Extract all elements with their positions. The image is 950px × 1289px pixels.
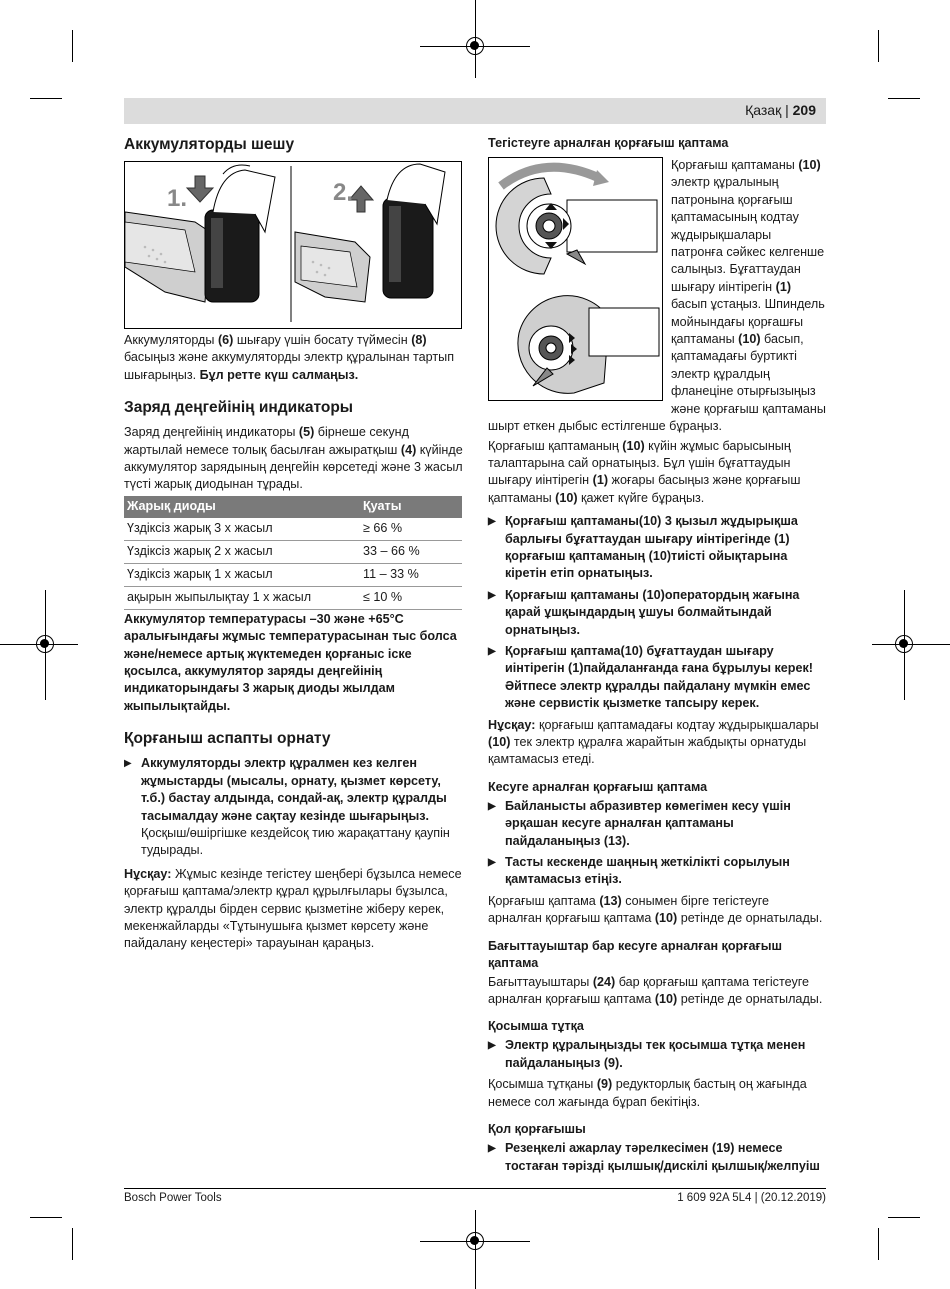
bullet-item — [124, 755, 464, 859]
ref-number: (10) — [654, 911, 678, 926]
section-title-guided-cutting-guard: Бағыттауыштар бар кесуге арналған қорғағыш қаптама — [488, 938, 782, 970]
table-cell: ≥ 66 % — [360, 518, 462, 541]
section-title-grinding-guard: Тегістеуге арналған қорғағыш қаптама — [488, 136, 729, 150]
guided-guard-paragraph — [488, 974, 826, 1009]
text-run: ретінде де орнатылады. — [677, 911, 823, 926]
text-run: Бағыттауыштары — [488, 974, 593, 989]
text-run: редукторлық бастың оң жағында немесе сол жағында бұрап бекітіңіз. — [488, 1077, 807, 1109]
text-run: басып ұстаңыз. Шпиндель мойнындағы қорғашғы қаптаманы — [671, 297, 825, 347]
crop-mark — [878, 1228, 879, 1260]
cutting-guard-paragraph — [488, 893, 826, 928]
battery-removal-illustration — [125, 162, 461, 328]
ref-number: (5) — [298, 425, 315, 440]
text-run: Аккумуляторды — [124, 333, 218, 347]
table-header-row — [124, 496, 462, 518]
table-cell: ақырын жыпылықтау 1 х жасыл — [124, 586, 360, 609]
table-header-capacity: Қуаты — [360, 496, 462, 518]
note-text: Жұмыс кезінде тегістеу шеңбері бұзылса немесе қорғағыш қаптама/электр құрал құрылғылары бұзылса, электр құралды бірден сервис қызметіне жіберу керек, мекенжайларды «Тұтынушыға қызмет көрсету және пайдалану кеңестері» тарауынан қараңыз. — [124, 866, 462, 951]
bullet-text: Қосқыш/өшіргішке кездейсоқ тию жарақаттану қаупін тудырады. — [141, 825, 450, 858]
charge-indicator-paragraph — [124, 424, 464, 494]
text-run: Заряд деңгейінің индикаторы — [124, 425, 299, 440]
guard-position-paragraph — [488, 438, 826, 508]
registration-mark — [466, 37, 484, 55]
ref-number: (4) — [400, 442, 417, 457]
charge-level-table — [124, 496, 462, 610]
aux-handle-paragraph — [488, 1076, 826, 1111]
bullet-item: ▶ Тасты кескенде шаңның жеткілікті сорылуын қамтамасыз етіңіз. — [488, 854, 826, 889]
bullet-item: ▶ Байланысты абразивтер көмегімен кесу үшін әрқашан кесуге арналған қаптаманы пайдаланыңыз (13). — [488, 798, 826, 850]
text-run: басыңыз және аккумуляторды электр құралынан тартып шығарыңыз. — [124, 350, 455, 382]
text-run: сонымен бірге тегістеуге арналған қорғағыш қаптама — [488, 893, 770, 926]
text-run: Қорғағыш қаптаманы — [671, 158, 799, 172]
ref-number: (1) — [592, 473, 609, 488]
text-run: Қорғағыш қаптаманың — [488, 438, 623, 453]
text-run: шығару үшін босату түймесін — [233, 333, 412, 347]
header-language: Қазақ — [745, 102, 782, 118]
text-run: басып, қаптамадағы буртикті электр құралдың фланеціне отырғызыңыз және қорғағыш қаптаманы шырт еткен дыбыс естілгенше бұраңыз. — [488, 332, 826, 434]
section-title-hand-guard: Қол қорғағышы — [488, 1122, 586, 1137]
right-column — [488, 135, 826, 1179]
text-run: бар қорғағыш қаптама тегістеуге арналған қорғағыш қаптама — [488, 974, 810, 1007]
ref-number: (6) — [217, 333, 234, 347]
note-label: Нұсқау: — [488, 717, 536, 732]
note-label: Нұсқау: — [124, 866, 172, 881]
figure-step-1-label: 1. — [167, 185, 188, 212]
crop-mark — [888, 1217, 920, 1218]
ref-number: (8) — [411, 333, 427, 347]
text-run: қорғағыш қаптамадағы кодтау жұдырықшалары — [535, 717, 819, 732]
crop-mark — [30, 98, 62, 99]
ref-number: (10) — [622, 438, 645, 453]
text-run: Қосымша тұтқаны — [488, 1077, 597, 1092]
section-title-charge-indicator: Заряд деңгейінің индикаторы — [124, 399, 354, 417]
text-run: тек электр құралға жарайтын жабдықты орнатуды қамтамасыз етеді. — [488, 735, 807, 767]
emphasis-text: Бұл ретте күш салмаңыз. — [199, 367, 359, 382]
ref-number: (9) — [596, 1077, 613, 1092]
section-title-guard-install: Қорғаныш аспапты орнату — [124, 730, 331, 748]
crop-mark — [30, 1217, 62, 1218]
battery-removal-paragraph — [124, 332, 464, 384]
figure-step-2-label: 2. — [333, 179, 354, 206]
registration-mark — [895, 635, 913, 653]
bullet-item: ▶ Қорғағыш қаптама(10) бұғаттаудан шығару иінтірегін (1)пайдаланғанда ғана бұрылуы керек! Әйтпесе электр құралды пайдалану мүмкін емес және сервистік қызметке тапсыру керек. — [488, 643, 826, 713]
text-run: Қорғағыш қаптама — [488, 893, 600, 908]
table-cell: ≤ 10 % — [360, 586, 462, 609]
battery-removal-figure — [124, 161, 462, 329]
guard-illustration — [489, 158, 662, 400]
table-row — [124, 586, 462, 609]
text-run: қажет күйге бұраңыз. — [577, 490, 705, 505]
section-title-cutting-guard: Кесуге арналған қорғағыш қаптама — [488, 779, 708, 794]
text-run: ретінде де орнатылады. — [677, 992, 823, 1007]
page-header — [124, 98, 826, 124]
ref-number: (24) — [592, 974, 616, 989]
table-cell: Үздіксіз жарық 1 х жасыл — [124, 563, 360, 586]
ref-number: (10) — [738, 332, 761, 347]
crop-mark — [888, 98, 920, 99]
ref-number: (1) — [775, 279, 792, 294]
note-paragraph — [488, 717, 826, 769]
table-cell: Үздіксіз жарық 3 х жасыл — [124, 518, 360, 541]
note-paragraph — [124, 866, 464, 953]
bullet-bold-text: Аккумуляторды электр құралмен кез келген жұмыстарды (мысалы, орнату, қызмет көрсету, т.б.) бастау алдында, сондай-ақ, электр құралды тасымалдау және сақтау кезінде шығарыңыз. — [141, 756, 447, 823]
guard-figure — [488, 157, 663, 401]
text-run: электр құралының патронына қорғағыш қаптамасының кодтау жұдырықшалары патронға сәйкес келгенше салыңыз. Бұғаттаудан шығару иінтірегін — [671, 175, 825, 294]
section-title-battery-removal: Аккумуляторды шешу — [124, 136, 295, 153]
text-run: күйінде аккумулятор зарядының деңгейін көрсетеді және 3 жасыл түсті жарық диодынан тұрады. — [124, 442, 463, 492]
left-column — [124, 135, 464, 955]
page-number: 209 — [792, 102, 816, 118]
temperature-warning: Аккумулятор температурасы –30 және +65°C аралығындағы жұмыс температурасынан тыс болса және/немесе артық жүктемеден қорғаныс іске қосылса, аккумулятор заряды деңгейінің индикаторындағы 3 жарық диоды жылдам жыпылықтайды. — [124, 611, 457, 713]
crop-mark — [878, 30, 879, 62]
table-cell: 11 – 33 % — [360, 563, 462, 586]
footer-doc-number: 1 609 92A 5L4 | (20.12.2019) — [677, 1192, 826, 1204]
ref-number: (13) — [599, 893, 622, 908]
footer-brand: Bosch Power Tools — [124, 1192, 222, 1204]
ref-number: (10) — [654, 992, 678, 1007]
ref-number: (10) — [798, 158, 821, 172]
registration-mark — [36, 635, 54, 653]
table-cell: 33 – 66 % — [360, 540, 462, 563]
footer-rule — [124, 1188, 826, 1189]
table-row — [124, 540, 462, 563]
table-cell: Үздіксіз жарық 2 х жасыл — [124, 540, 360, 563]
bullet-item: ▶ Резеңкелі ажарлау тәрелкесімен (19) немесе тостаған тәрізді қылшық/дискілі қылшық/желпуіш — [488, 1140, 826, 1175]
ref-number: (10) — [488, 735, 511, 749]
text-run: күйін жұмыс барысының талаптарына сай орнатыңыз. Бұл үшін бұғаттаудын шығару иінтірегін — [488, 438, 791, 488]
table-header-led: Жарық диоды — [124, 496, 360, 518]
text-run: бірнеше секунд жартылай немесе толық басылған ажыратқыш — [124, 425, 409, 457]
registration-mark — [466, 1232, 484, 1250]
section-title-aux-handle: Қосымша тұтқа — [488, 1019, 584, 1034]
bullet-item: ▶ Қорғағыш қаптаманы(10) 3 қызыл жұдырықша барлығы бұғаттаудан шығару иінтірегінде (1) қорғағыш қаптаманың (10)тиісті ойықтарына кіретін етіп орнатыңыз. — [488, 513, 826, 583]
crop-mark — [72, 30, 73, 62]
bullet-item: ▶ Қорғағыш қаптаманы (10)оператордың жағына қарай ұшқындардың ұшуы болмайтындай орнатыңыз. — [488, 587, 826, 639]
table-row — [124, 563, 462, 586]
bullet-item: ▶ Электр құралыңызды тек қосымша тұтқа менен пайдаланыңыз (9). — [488, 1037, 826, 1072]
crop-mark — [72, 1228, 73, 1260]
text-run: жоғары басыңыз және қорғағыш қаптаманы — [488, 473, 801, 505]
header-text: Қазақ | 209 — [745, 102, 816, 118]
ref-number: (10) — [555, 490, 578, 505]
table-row — [124, 518, 462, 541]
